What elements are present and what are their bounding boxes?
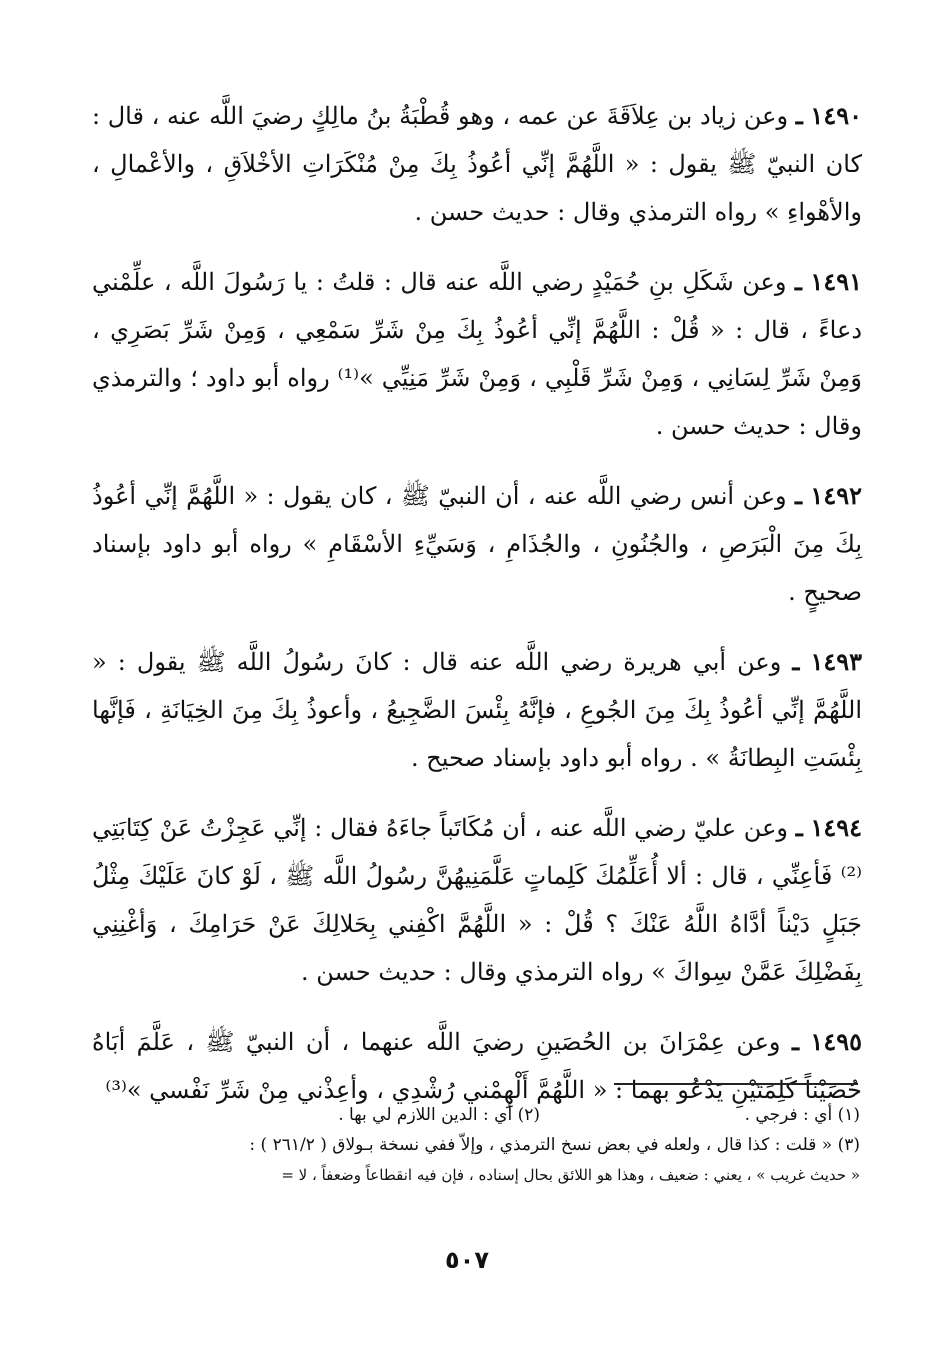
hadith-1491 — [92, 258, 862, 450]
footnote-3-line-1: (٣) « قلت : كذا قال ، ولعله في بعض نسخ الترمذي ، وإلاّ ففي نسخة بـولاق ( ٢٦١/٢ ) : — [249, 1135, 860, 1155]
hadith-number: ١٤٩٢ — [810, 481, 862, 510]
number-separator: ـ — [795, 813, 803, 842]
hadith-text: وعن أبي هريرة رضي اللَّه عنه قال : كانَ رسُولُ اللَّه ﷺ يقول : « اللَّهُمَّ إنِّي أعُوذُ بِكَ مِنَ الجُوعِ ، فإنَّهُ بِئْسَ الضَّجِيعُ ، وأعوذُ بِكَ مِنَ الخِيَانَةِ ، فَإنَّها بِئْسَتِ البِطانَةُ » . رواه أبو داود بإسناد صحيح . — [92, 648, 862, 772]
number-separator: ـ — [795, 481, 803, 510]
footnote-2: (٢) أي : الدين اللازم لي بها . — [338, 1105, 540, 1125]
hadith-number: ١٤٩٣ — [810, 647, 862, 676]
hadith-1490 — [92, 92, 862, 236]
number-separator: ـ — [792, 647, 800, 676]
hadith-1493 — [92, 638, 862, 782]
page-number: ٥٠٧ — [445, 1246, 489, 1274]
hadith-text: وعن أنس رضي اللَّه عنه ، أن النبيّ ﷺ ، كان يقول : « اللَّهُمَّ إنِّي أعُوذُ بِكَ مِنَ الْبَرَصِ ، والجُنُونِ ، والجُذَامِ ، وَسَيِّءِ الأسْقَامِ » رواه أبو داود بإسناد صحيحٍ . — [92, 482, 862, 606]
hadith-text: وعن عليّ رضي اللَّه عنه ، أن مُكَاتَباً جاءَهُ فقال : إنِّي عَجِزْتُ عَنْ كِتَابَتِي ⁽²⁾ فَأعِنِّي ، قال : ألا أُعَلِّمُكَ كَلِماتٍ عَلَّمَنِيهُنَّ رسُولُ اللَّه ﷺ ، لَوْ كانَ عَلَيْكَ مِثْلُ جَبَلٍ دَيْناً أدَّاهُ اللَّهُ عَنْكَ ؟ قُلْ : « اللَّهُمَّ اكْفِني بِحَلالِكَ عَنْ حَرَامِكَ ، وَأغْنِنِي بِفَضْلِكَ عَمَّنْ سِواكَ » رواه الترمذي وقال : حديث حسن . — [92, 814, 862, 986]
hadith-text: وعن شَكَلِ بنِ حُمَيْدٍ رضي اللَّه عنه قال : قلتُ : يا رَسُولَ اللَّه ، علِّمْني دعاءً ، قال : « قُلْ : اللَّهُمَّ إنِّي أعُوذُ بِكَ مِنْ شَرِّ سَمْعِي ، وَمِنْ شَرِّ بَصَرِي ، وَمِنْ شَرِّ لِسَانِي ، وَمِنْ شَرِّ قَلْبِي ، وَمِنْ شَرِّ مَنِيِّي »⁽¹⁾ رواه أبو داود ؛ والترمذي وقال : حديث حسن . — [92, 268, 863, 440]
hadith-number: ١٤٩١ — [810, 267, 862, 296]
main-text — [92, 92, 862, 1136]
hadith-1494 — [92, 804, 862, 996]
number-separator: ـ — [791, 1027, 799, 1056]
hadith-number: ١٤٩٠ — [810, 101, 862, 130]
footnotes — [100, 1100, 860, 1190]
footnote-3-line-2: « حديث غريب » ، يعني : ضعيف ، وهذا هو اللائق بحال إسناده ، فإن فيه انقطاعاً وضعفاً ، لا = — [281, 1166, 860, 1184]
footnote-divider — [614, 1083, 858, 1085]
hadith-1492 — [92, 472, 862, 616]
footnote-row — [100, 1100, 860, 1130]
number-separator: ـ — [795, 101, 803, 130]
hadith-number: ١٤٩٤ — [810, 813, 862, 842]
hadith-number: ١٤٩٥ — [810, 1027, 862, 1056]
hadith-text: وعن عِمْرَانَ بن الحُصَينِ رضيَ اللَّه عنهما ، أن النبيّ ﷺ ، عَلَّمَ أبَاهُ حُصَيْناً كَلِمَتَيْنِ يَدْعُو بهما : « اللَّهُمَّ أَلْهِمْني رُشْدِي ، وأعِذْني مِنْ شَرِّ نَفْسي »⁽³⁾ — [92, 1028, 862, 1104]
footnote-1: (١) أي : فرجي . — [744, 1105, 860, 1125]
number-separator: ـ — [794, 267, 802, 296]
hadith-text: وعن زياد بن عِلاَقَةَ عن عمه ، وهو قُطْبَةُ بنُ مالِكٍ رضيَ اللَّه عنه ، قال : كان النبيّ ﷺ يقول : « اللَّهُمَّ إنِّي أعُوذُ بِكَ مِنْ مُنْكَرَاتِ الأخْلاَقِ ، والأعْمالِ ، والأهْواءِ » رواه الترمذي وقال : حديث حسن . — [92, 102, 862, 226]
